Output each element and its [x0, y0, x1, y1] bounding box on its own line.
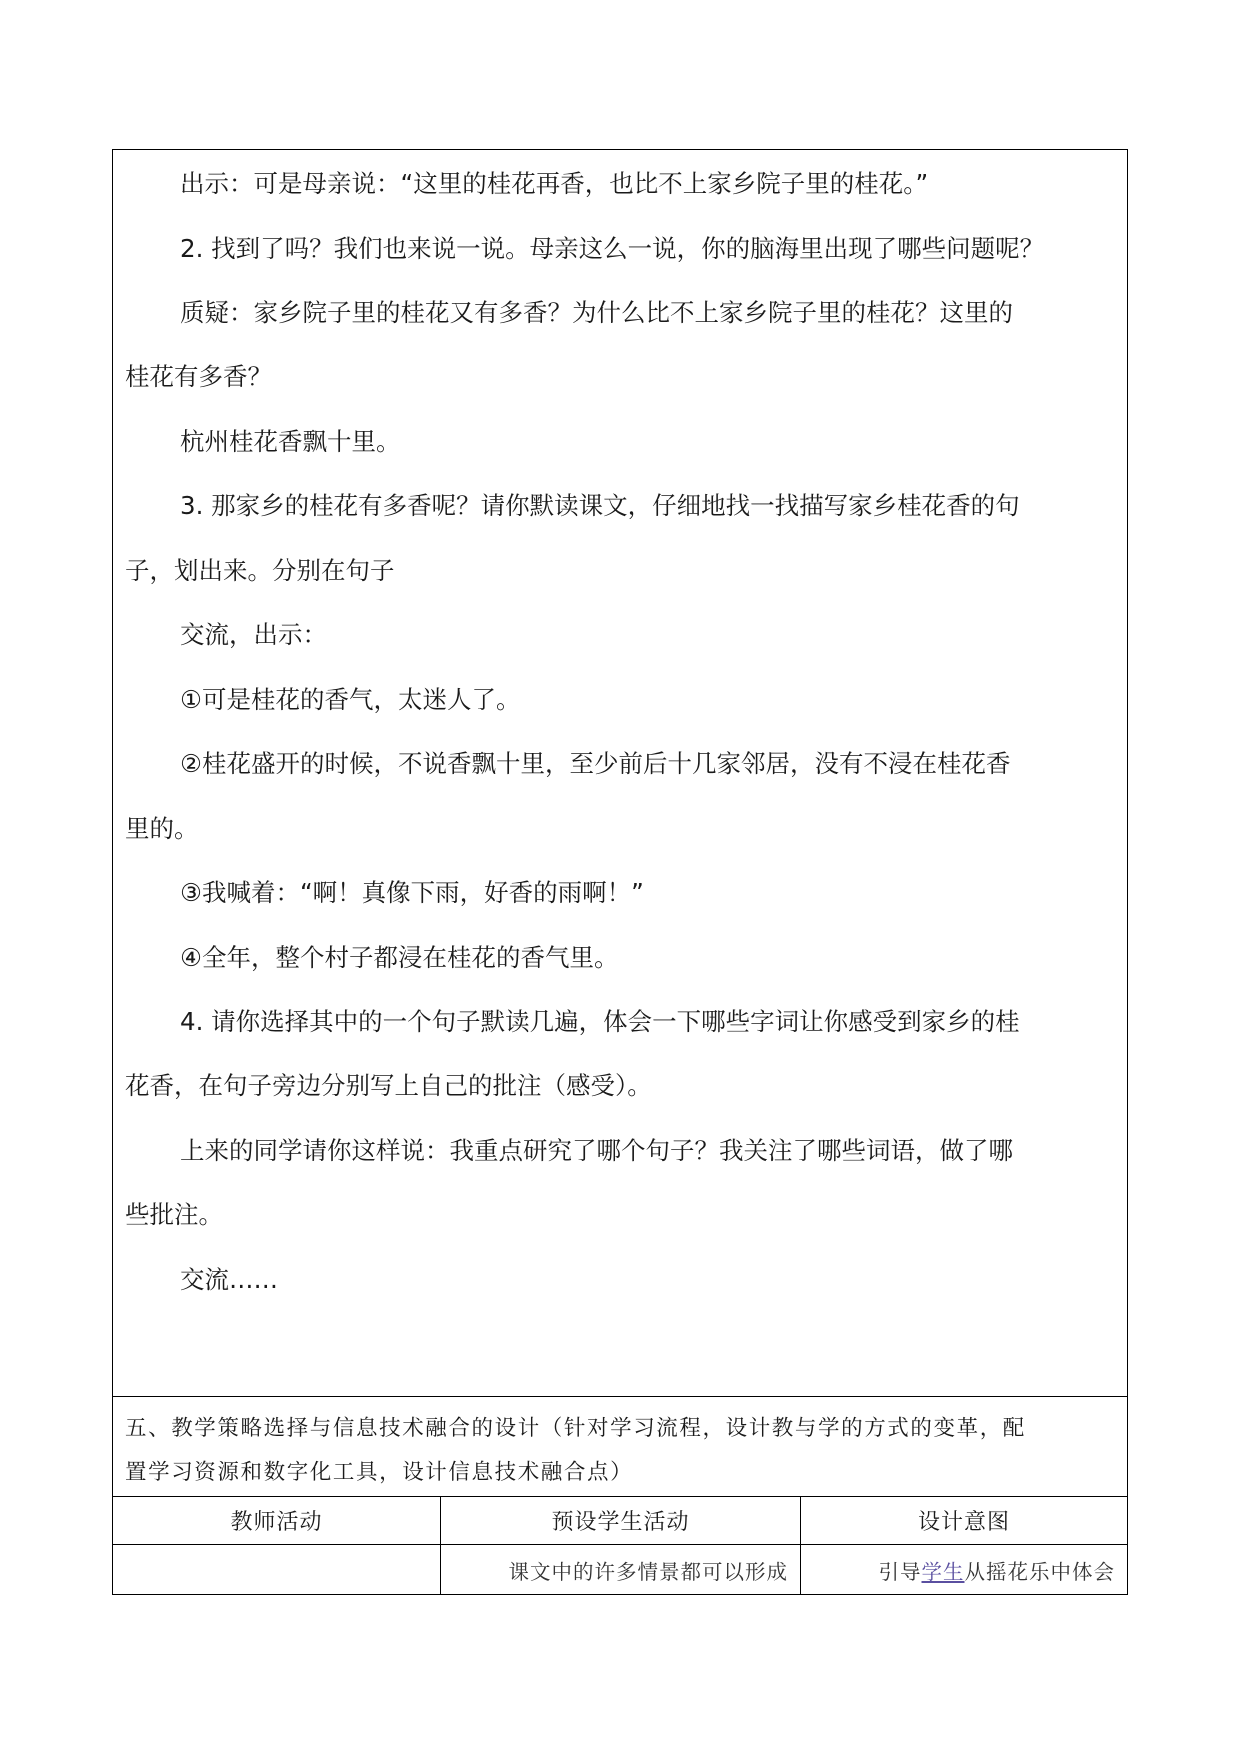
body-line: 些批注。 [125, 1200, 223, 1229]
body-line: 桂花有多香？ [125, 362, 272, 391]
section-five-title [113, 1397, 1127, 1497]
body-line: ①可是桂花的香气，太迷人了。 [180, 685, 521, 714]
body-line: ③我喊着：“啊！真像下雨，好香的雨啊！” [180, 878, 644, 907]
body-line: 交流，出示： [180, 620, 327, 649]
body-line: 出示：可是母亲说：“这里的桂花再香，也比不上家乡院子里的桂花。” [180, 169, 929, 198]
body-line: 2. 找到了吗？我们也来说一说。母亲这么一说，你的脑海里出现了哪些问题呢？ [180, 234, 1045, 263]
cell-student-activity: 课文中的许多情景都可以形成 [441, 1545, 801, 1594]
activity-table [113, 1497, 1127, 1594]
lesson-table [112, 149, 1128, 1595]
body-line: 交流…… [180, 1265, 278, 1294]
body-line: ④全年，整个村子都浸在桂花的香气里。 [180, 943, 619, 972]
cell-teacher-activity [113, 1545, 441, 1594]
body-line: 上来的同学请你这样说：我重点研究了哪个句子？我关注了哪些词语，做了哪 [180, 1136, 1013, 1165]
section-five-title-line: 五、教学策略选择与信息技术融合的设计（针对学习流程，设计教与学的方式的变革，配 [125, 1416, 1026, 1441]
header-student-activity: 预设学生活动 [441, 1497, 801, 1545]
body-line: 杭州桂花香飘十里。 [180, 427, 401, 456]
header-design-intent: 设计意图 [801, 1497, 1127, 1545]
cell-design-intent [801, 1545, 1127, 1594]
body-line: 4. 请你选择其中的一个句子默读几遍，体会一下哪些字词让你感受到家乡的桂 [180, 1007, 1020, 1036]
student-link[interactable]: 学生 [921, 1559, 965, 1584]
body-line: 花香，在句子旁边分别写上自己的批注（感受）。 [125, 1071, 652, 1100]
section-five-title-line: 置学习资源和数字化工具，设计信息技术融合点） [125, 1460, 634, 1485]
body-line: ②桂花盛开的时候，不说香飘十里，至少前后十几家邻居，没有不浸在桂花香 [180, 749, 1011, 778]
lesson-text-cell [113, 150, 1127, 1397]
body-line: 里的。 [125, 814, 199, 843]
body-line: 质疑：家乡院子里的桂花又有多香？为什么比不上家乡院子里的桂花？这里的 [180, 298, 1013, 327]
body-line: 3. 那家乡的桂花有多香呢？请你默读课文，仔细地找一找描写家乡桂花香的句 [180, 491, 1020, 520]
body-line: 子，划出来。分别在句子 [125, 556, 395, 585]
intent-suffix: 从摇花乐中体会 [964, 1559, 1115, 1584]
intent-prefix: 引导 [878, 1559, 922, 1584]
header-teacher-activity: 教师活动 [113, 1497, 441, 1545]
